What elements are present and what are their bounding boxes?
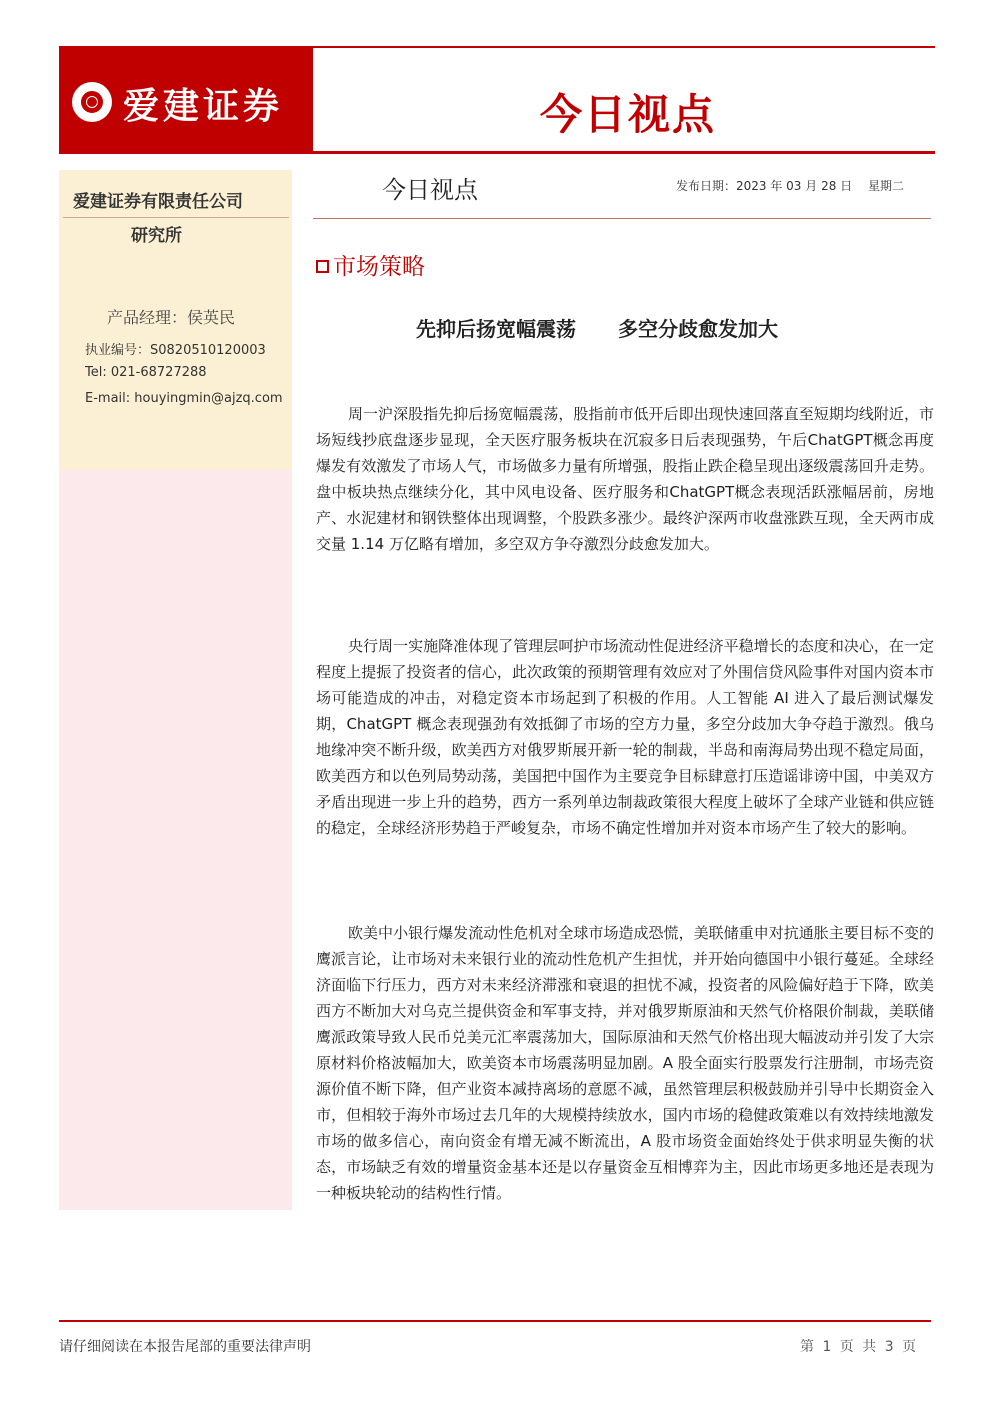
footer-disclaimer: 请仔细阅读在本报告尾部的重要法律声明 — [59, 1339, 311, 1355]
footer-rule — [59, 1320, 931, 1322]
checkbox-bullet-icon — [316, 260, 329, 273]
section-heading — [316, 248, 425, 281]
publish-weekday: 星期二 — [868, 179, 905, 193]
logo-text: 爱建证券 — [123, 85, 284, 127]
sidebar-email-link[interactable]: E-mail: houyingmin@ajzq.com — [85, 391, 283, 406]
header-rule — [59, 151, 935, 154]
sidebar-company-name: 爱建证券有限责任公司 — [73, 192, 243, 212]
subheader-rule — [313, 218, 931, 219]
body-paragraph-3: 欧美中小银行爆发流动性危机对全球市场造成恐慌，美联储重申对抗通胀主要目标不变的鹰派言论，让市场对未来银行业的流动性危机产生担忧，并开始向德国中小银行蔓延。全球经济面临下行压力，西方对未来经济滞涨和衰退的担忧不减，投资者的风险偏好趋于下降，欧美西方不断加大对乌克兰提供资金和军事支持，并对俄罗斯原油和天然气价格限价制裁，美联储鹰派政策导致人民币兑美元汇率震荡加大，国际原油和天然气价格出现大幅波动并引发了大宗原材料价格波幅加大，欧美资本市场震荡明显加剧。A 股全面实行股票发行注册制，市场壳资源价值不断下降，但产业资本减持离场的意愿不减，虽然管理层积极鼓励并引导中长期资金入市，但相较于海外市场过去几年的大规模持续放水，国内市场的稳健政策难以有效持续地激发市场的做多信心，南向资金有增无减不断流出，A 股市场资金面始终处于供求明显失衡的状态，市场缺乏有效的增量资金基本还是以存量资金互相博弈为主，因此市场更多地还是表现为一种板块轮动的结构性行情。 — [316, 924, 934, 1202]
page-number: 第 1 页 共 3 页 — [800, 1339, 917, 1355]
body-paragraph-2: 央行周一实施降准体现了管理层呵护市场流动性促进经济平稳增长的态度和决心，在一定程度上提振了投资者的信心，此次政策的预期管理有效应对了外围信贷风险事件对国内资本市场可能造成的冲击，对稳定资本市场起到了积极的作用。人工智能 AI 进入了最后测试爆发期，ChatGPT 概念表现强劲有效抵御了市场的空方力量，多空分歧加大争夺趋于激烈。俄乌地缘冲突不断升级，欧美西方对俄罗斯展开新一轮的制裁，半岛和南海局势出现不稳定局面，欧美西方和以色列局势动荡，美国把中国作为主要竞争目标肆意打压造谣诽谤中国，中美双方矛盾出现进一步上升的趋势，西方一系列单边制裁政策很大程度上破坏了全球产业链和供应链的稳定，全球经济形势趋于严峻复杂，市场不确定性增加并对资本市场产生了较大的影响。 — [316, 637, 934, 837]
sidebar-contact-panel — [59, 170, 292, 470]
section-heading-label: 市场策略 — [333, 254, 425, 280]
logo-mark-icon — [72, 82, 112, 122]
publish-date: 发布日期：2023 年 03 月 28 日 — [676, 179, 853, 193]
brand-logo-block — [59, 48, 313, 153]
sidebar-license-number: 执业编号：S0820510120003 — [85, 343, 266, 358]
sidebar-tel: Tel: 021-68727288 — [85, 365, 207, 380]
report-title: 今日视点 — [540, 90, 717, 139]
sidebar-manager: 产品经理：侯英民 — [107, 308, 236, 327]
article-title — [416, 313, 778, 342]
sidebar-divider — [63, 217, 289, 218]
article-title-part1: 先抑后扬宽幅震荡 — [416, 317, 576, 341]
subheader-title: 今日视点 — [382, 176, 478, 204]
body-paragraph-1: 周一沪深股指先抑后扬宽幅震荡，股指前市低开后即出现快速回落直至短期均线附近，市场短线抄底盘逐步显现，全天医疗服务板块在沉寂多日后表现强势，午后ChatGPT概念再度爆发有效激发了市场人气，市场做多力量有所增强，股指止跌企稳呈现出逐级震荡回升走势。盘中板块热点继续分化，其中风电设备、医疗服务和ChatGPT概念表现活跃涨幅居前，房地产、水泥建材和钢铁整体出现调整，个股跌多涨少。最终沪深两市收盘涨跌互现，全天两市成交量 1.14 万亿略有增加，多空双方争夺激烈分歧愈发加大。 — [316, 405, 934, 553]
sidebar-department: 研究所 — [131, 226, 182, 246]
article-title-part2: 多空分歧愈发加大 — [618, 317, 778, 341]
sidebar — [59, 170, 292, 1210]
